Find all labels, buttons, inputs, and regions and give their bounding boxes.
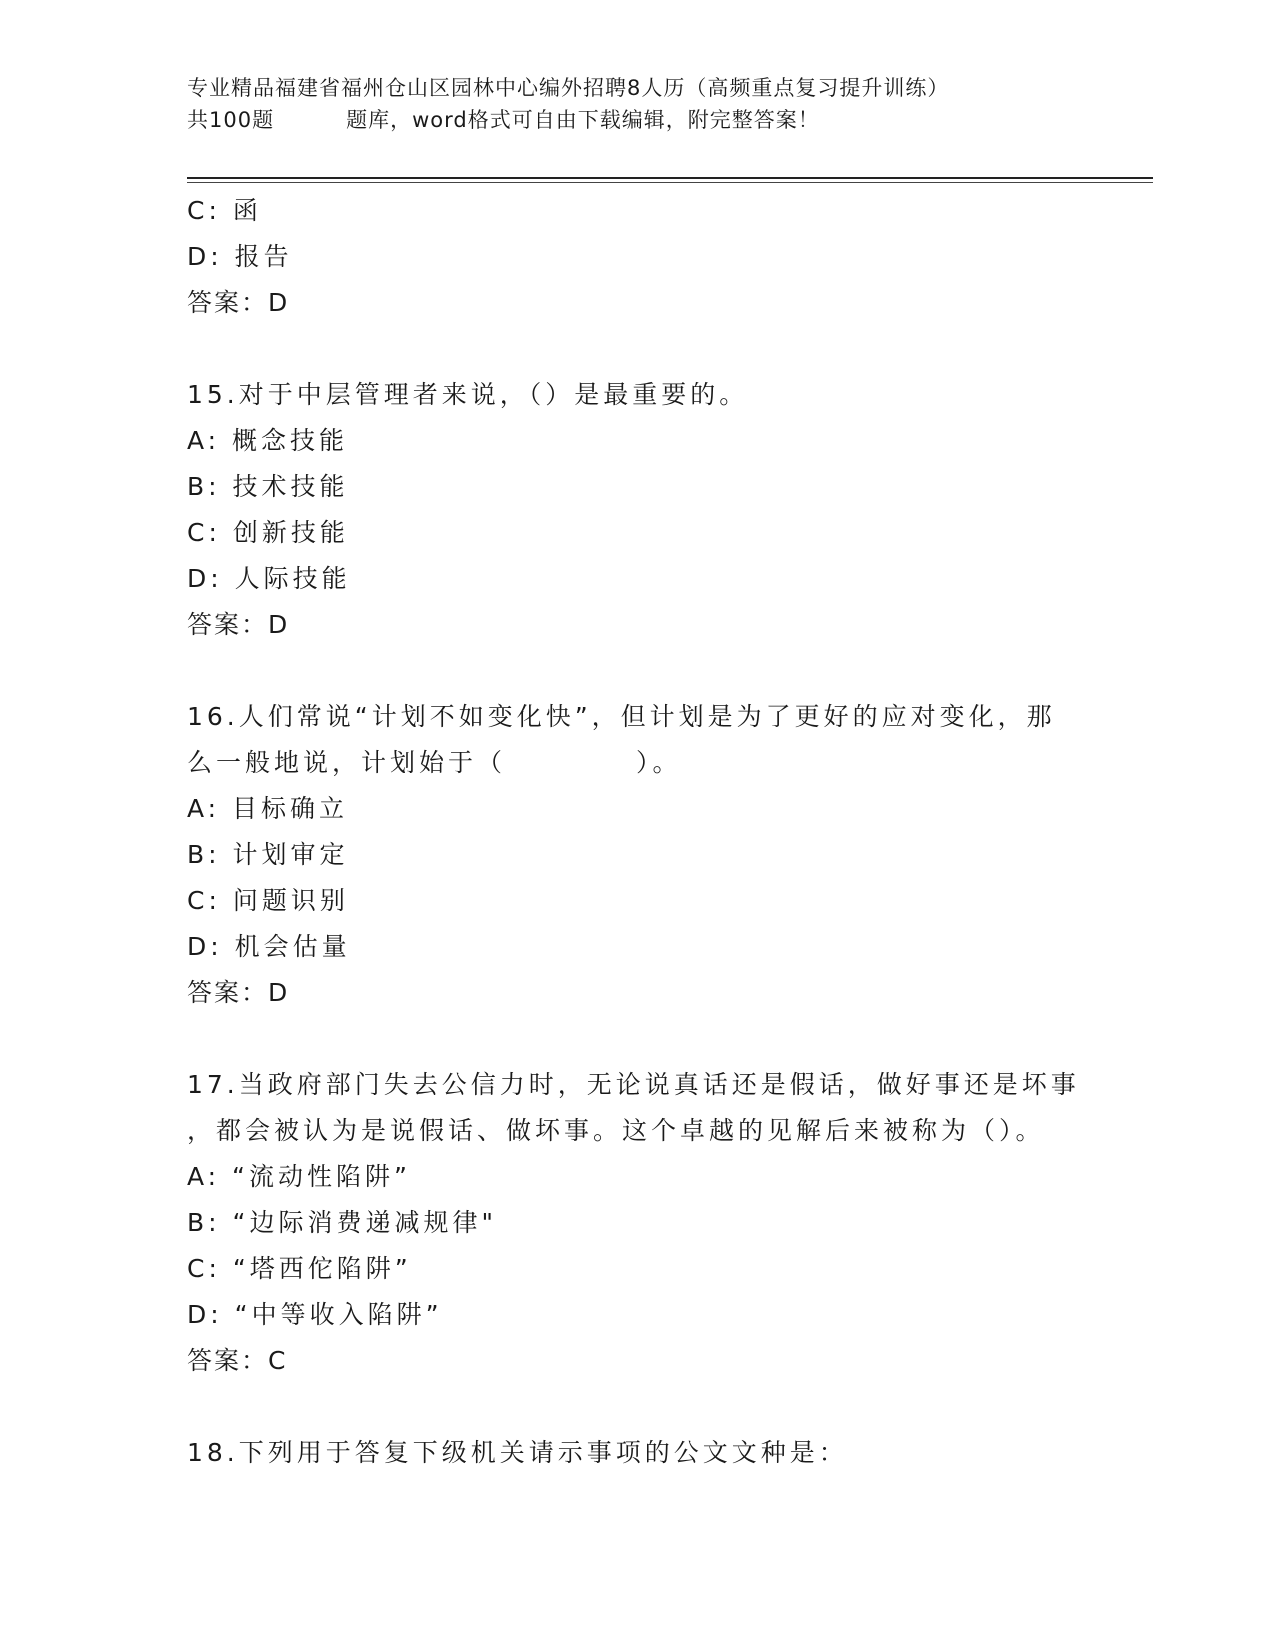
page-header [187,72,1087,136]
question-text: 15.对于中层管理者来说，（）是最重要的。 [187,380,749,409]
option-d: D: “中等收入陷阱” [187,1300,443,1329]
question-text: 18.下列用于答复下级机关请示事项的公文文种是： [187,1438,848,1467]
questions-content [187,188,1087,1476]
header-divider-thick [187,177,1153,179]
answer-line: 答案：D [187,288,290,317]
question-16 [187,694,1087,1016]
option-b: B: “边际消费递减规律" [187,1208,497,1237]
question-text: 17.当政府部门失去公信力时，无论说真话还是假话，做好事还是坏事 [187,1070,1080,1099]
question-text-continued: ，都会被认为是说假话、做坏事。这个卓越的见解后来被称为（）。 [187,1116,1045,1145]
option-a: A: 概念技能 [187,426,349,455]
answer-line: 答案：C [187,1346,288,1375]
answer-line: 答案：D [187,610,290,639]
header-description: 题库，word格式可自由下载编辑，附完整答案！ [346,108,820,132]
option-a: A: “流动性陷阱” [187,1162,411,1191]
header-divider-thin [187,182,1153,183]
header-question-count: 共100题 [187,108,275,132]
option-d: D: 人际技能 [187,564,351,593]
option-c: C: 函 [187,196,262,225]
option-d: D: 机会估量 [187,932,351,961]
header-title-line: 专业精品福建省福州仓山区园林中心编外招聘8人历（高频重点复习提升训练） [187,76,950,100]
option-b: B: 计划审定 [187,840,349,869]
question-text-continued: 么一般地说，计划始于（ ）。 [187,748,682,777]
question-15 [187,372,1087,648]
option-b: B: 技术技能 [187,472,349,501]
option-c: C: 问题识别 [187,886,349,915]
question-17 [187,1062,1087,1384]
question-text: 16.人们常说“计划不如变化快”，但计划是为了更好的应对变化，那 [187,702,1056,731]
answer-line: 答案：D [187,978,290,1007]
option-c: C: “塔西佗陷阱” [187,1254,412,1283]
option-d: D: 报告 [187,242,293,271]
option-a: A: 目标确立 [187,794,349,823]
header-subtitle-line [187,104,1087,136]
previous-question-tail [187,188,1087,326]
option-c: C: 创新技能 [187,518,349,547]
question-18 [187,1430,1087,1476]
